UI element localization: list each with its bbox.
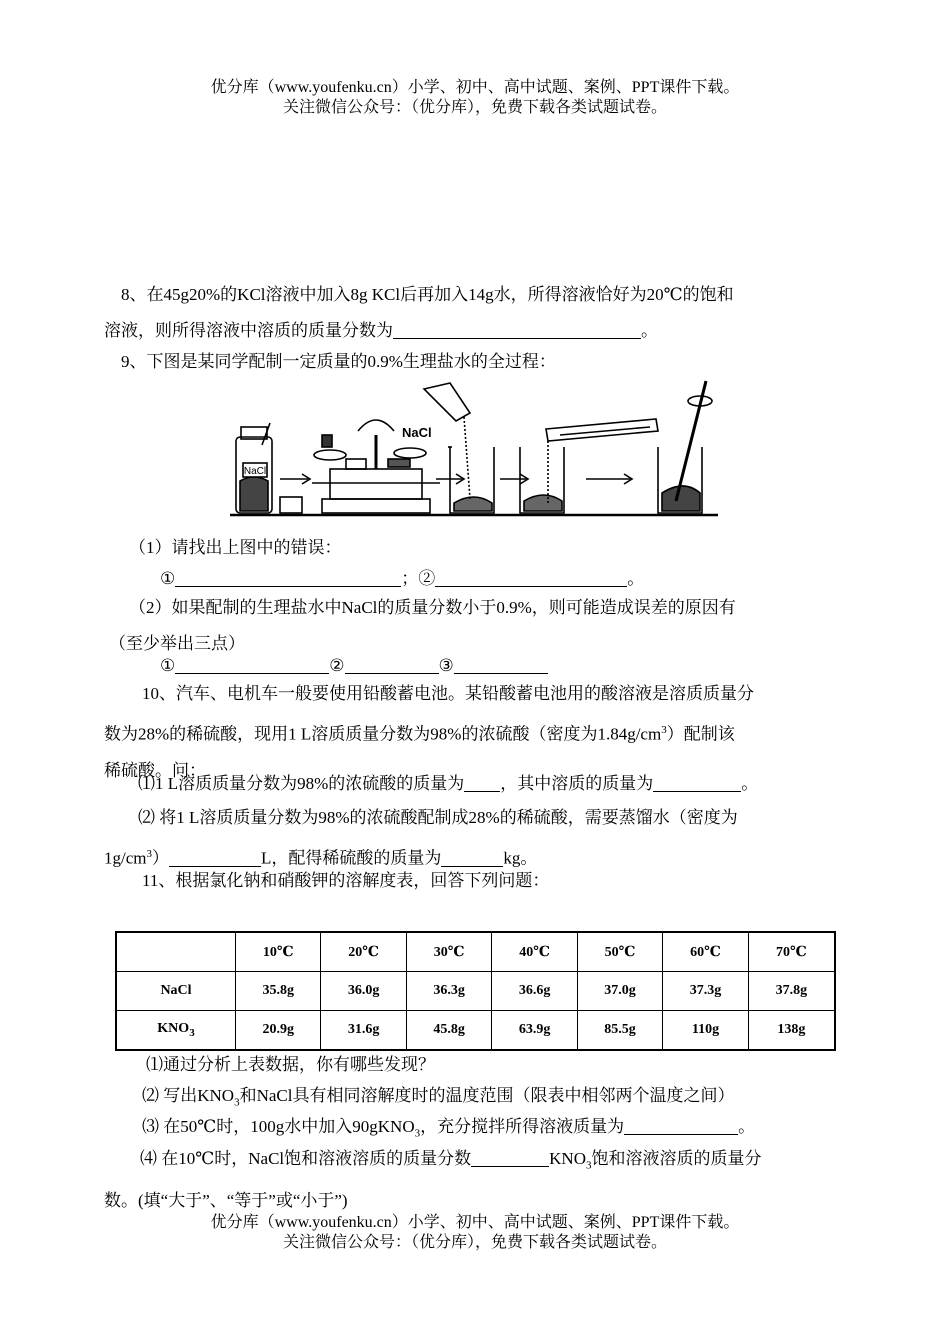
q11-sub-4-line-1 bbox=[104, 1141, 850, 1183]
table-row bbox=[116, 972, 835, 1011]
row-label bbox=[116, 1011, 236, 1051]
table-cell: 37.3g bbox=[663, 972, 748, 1011]
q10-line-1: 10、汽车、电机车一般要使用铅酸蓄电池。某铅酸蓄电池用的酸溶液是溶质质量分 bbox=[142, 684, 754, 703]
header-line-2: 关注微信公众号：（优分库），免费下载各类试题试卷。 bbox=[282, 99, 667, 116]
q10-line-3: 稀硫酸。问： bbox=[104, 760, 206, 780]
q11-sub-3-rest: ，充分搅拌所得溶液质量为 bbox=[420, 1117, 625, 1136]
row-label-text: KNO bbox=[157, 1021, 190, 1037]
table-header-cell: 50℃ bbox=[577, 932, 662, 972]
q8-period: 。 bbox=[641, 321, 658, 340]
table-cell: 85.5g bbox=[577, 1011, 662, 1051]
q10-line-2-end: ）配制该 bbox=[666, 724, 735, 744]
table-cell: 63.9g bbox=[492, 1011, 577, 1051]
q11-solution-mass-blank[interactable] bbox=[624, 1114, 738, 1135]
balance-label: NaCl bbox=[402, 425, 432, 440]
q10-line-2-text: 数为28%的稀硫酸，现用1 L溶质质量分数为98%的浓硫酸（密度为1.84g/cm bbox=[104, 724, 662, 744]
q9-error-blank-2[interactable] bbox=[435, 566, 627, 587]
marker-1: ① bbox=[160, 656, 176, 675]
q11-stem: 11、根据氯化钠和硝酸钾的溶解度表，回答下列问题： bbox=[142, 871, 550, 890]
q10-mass-blank[interactable] bbox=[464, 771, 500, 792]
table-cell: 138g bbox=[748, 1011, 835, 1051]
q10-sub-2-line-1: ⑵ 将1 L溶质质量分数为98%的浓硫酸配制成28%的稀硫酸，需要蒸馏水（密度为 bbox=[138, 808, 738, 827]
table-cell: 36.0g bbox=[321, 972, 406, 1011]
table-cell: 45.8g bbox=[406, 1011, 491, 1051]
q9-part-1: （1）请找出上图中的错误： bbox=[129, 538, 342, 557]
period: 。 bbox=[741, 774, 759, 793]
thermometer-icon bbox=[658, 381, 712, 513]
header-line-1: 优分库（www.youfenku.cn）小学、初中、高中试题、案例、PPT课件下载。 bbox=[210, 79, 740, 96]
q9-reason-blank-2[interactable] bbox=[345, 653, 439, 674]
unit-text: 1g/cm bbox=[104, 848, 147, 868]
q9-part-2-line-1: （2）如果配制的生理盐水中NaCl的质量分数小于0.9%，则可能造成误差的原因有 bbox=[129, 598, 736, 617]
table-header-cell bbox=[116, 932, 236, 972]
q11-sub-4-text: ⑷ 在10℃时，NaCl饱和溶液溶质的质量分数 bbox=[140, 1149, 472, 1168]
q11-sub-4 bbox=[104, 1141, 850, 1219]
table-cell: 36.6g bbox=[492, 972, 577, 1011]
q11-sub-2-rest: 和NaCl具有相同溶解度时的温度范围（限表中相邻两个温度之间） bbox=[239, 1086, 735, 1105]
q10-line-2 bbox=[104, 712, 850, 753]
marker-2: ② bbox=[329, 656, 345, 675]
table-cell: 36.3g bbox=[406, 972, 491, 1011]
q9-reason-blank-3[interactable] bbox=[454, 653, 548, 674]
solution-preparation-figure bbox=[230, 375, 720, 523]
table-header-cell: 20℃ bbox=[321, 932, 406, 972]
marker-1: ① bbox=[160, 569, 176, 588]
q8-line-1: 8、在45g20%的KCl溶液中加入8g KCl后再加入14g水，所得溶液恰好为20℃的饱和 bbox=[121, 285, 734, 304]
q10-sub-1-text: ⑴1 L溶质质量分数为98%的浓硫酸的质量为 bbox=[138, 774, 465, 793]
separator: ；② bbox=[401, 569, 436, 588]
subscript: 3 bbox=[586, 1159, 592, 1172]
paren: ） bbox=[152, 848, 169, 868]
table-header-cell: 70℃ bbox=[748, 932, 835, 972]
header bbox=[0, 78, 950, 118]
q9-reason-blank-1[interactable] bbox=[175, 653, 329, 674]
beaker-icon bbox=[424, 383, 494, 513]
q11-sub-4-line-2: 数。(填“大于”、“等于”或“小于”) bbox=[104, 1191, 348, 1211]
period: 。 bbox=[627, 569, 645, 588]
q11-compare-blank[interactable] bbox=[471, 1146, 549, 1167]
table-cell: 31.6g bbox=[321, 1011, 406, 1051]
table-cell: 37.8g bbox=[748, 972, 835, 1011]
table-cell: 20.9g bbox=[236, 1011, 321, 1051]
superscript: 3 bbox=[146, 848, 152, 860]
q11-sub-1: ⑴通过分析上表数据，你有哪些发现？ bbox=[146, 1055, 435, 1074]
graduated-cylinder-icon bbox=[520, 419, 658, 513]
table-header-cell: 30℃ bbox=[406, 932, 491, 972]
q10-sub-2-end: kg。 bbox=[503, 848, 538, 868]
footer bbox=[0, 1213, 950, 1253]
q11-sub-2-text: ⑵ 写出KNO bbox=[142, 1086, 235, 1105]
period: 。 bbox=[738, 1117, 756, 1136]
jar-label: NaCl bbox=[243, 466, 267, 477]
q11-sub-3-text: ⑶ 在50℃时，100g水中加入90gKNO bbox=[142, 1117, 415, 1136]
q10-sub-1 bbox=[138, 766, 884, 802]
q10-solute-mass-blank[interactable] bbox=[653, 771, 741, 792]
q10-sub-2-mid: L，配得稀硫酸的质量为 bbox=[261, 848, 442, 868]
table-row bbox=[116, 1011, 835, 1051]
footer-line-2: 关注微信公众号：（优分库），免费下载各类试题试卷。 bbox=[282, 1234, 667, 1251]
q9-part-2-line-2: （至少举出三点） bbox=[109, 634, 245, 653]
row-label: NaCl bbox=[116, 972, 236, 1011]
subscript: 3 bbox=[189, 1026, 195, 1039]
table-header-cell: 10℃ bbox=[236, 932, 321, 972]
table-header-row bbox=[116, 932, 835, 972]
q9-error-blank-1[interactable] bbox=[175, 566, 401, 587]
footer-line-1: 优分库（www.youfenku.cn）小学、初中、高中试题、案例、PPT课件下载。 bbox=[210, 1214, 740, 1231]
q8-answer-blank[interactable] bbox=[393, 318, 641, 339]
q9-stem: 9、下图是某同学配制一定质量的0.9%生理盐水的全过程： bbox=[121, 352, 556, 371]
subscript: 3 bbox=[234, 1096, 240, 1109]
solubility-table bbox=[115, 931, 836, 1051]
table-header-cell: 60℃ bbox=[663, 932, 748, 972]
table-cell: 35.8g bbox=[236, 972, 321, 1011]
table-cell: 37.0g bbox=[577, 972, 662, 1011]
q11-sub-4-rest: 饱和溶液溶质的质量分 bbox=[591, 1149, 762, 1168]
marker-3: ③ bbox=[438, 656, 454, 675]
table-header-cell: 40℃ bbox=[492, 932, 577, 972]
question-8 bbox=[104, 277, 850, 349]
q8-text: 溶液，则所得溶液中溶质的质量分数为 bbox=[104, 321, 393, 340]
q10-sub-1-mid: ，其中溶质的质量为 bbox=[500, 774, 654, 793]
superscript: 3 bbox=[661, 724, 667, 736]
subscript: 3 bbox=[414, 1127, 421, 1140]
formula: KNO bbox=[549, 1149, 586, 1168]
table-cell: 110g bbox=[663, 1011, 748, 1051]
